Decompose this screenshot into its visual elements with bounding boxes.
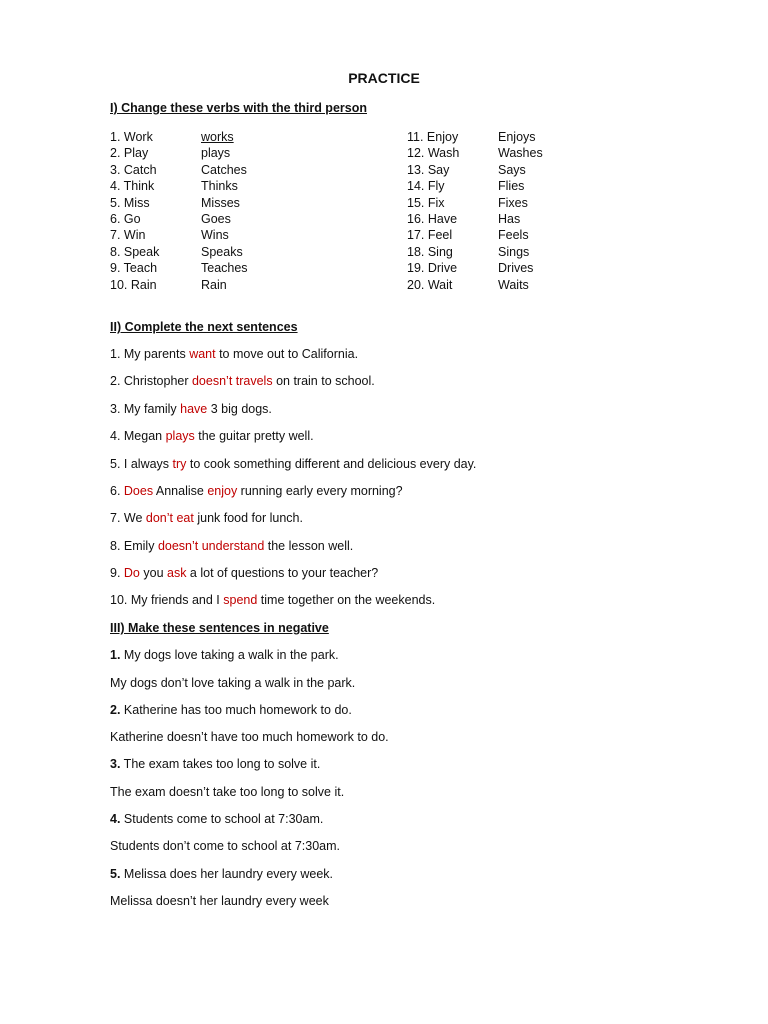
sentence-text: 4. Megan xyxy=(110,429,166,443)
sentence-2 xyxy=(110,374,375,388)
verb-item: 7. Win xyxy=(110,228,146,243)
verb-item: 15. Fix xyxy=(407,195,445,210)
verb-item: 6. Go xyxy=(110,211,141,226)
verb-item: 13. Say xyxy=(407,162,450,177)
answer-text: try xyxy=(172,457,187,471)
section2-heading: II) Complete the next sentences xyxy=(110,320,298,334)
verb-item: 4. Think xyxy=(110,179,155,194)
sentence-text: 1. My parents xyxy=(110,347,190,361)
answer-text: ask xyxy=(167,566,187,580)
sentence-3 xyxy=(110,402,272,416)
sentence-text: 8. Emily xyxy=(110,539,158,553)
sentence-text: you xyxy=(139,566,167,580)
sentence-text: 10. My friends and I xyxy=(110,593,224,607)
verb-answer: Sings xyxy=(498,244,530,259)
verb-answer: Wins xyxy=(201,228,229,243)
section1-heading: I) Change these verbs with the third person xyxy=(110,101,367,115)
sentence-text: the guitar pretty well. xyxy=(194,429,314,443)
negative-prompt-5 xyxy=(110,867,333,881)
verb-item: 10. Rain xyxy=(110,277,157,292)
verb-answer: Misses xyxy=(201,195,240,210)
negative-prompt-1 xyxy=(110,648,339,662)
verb-answer: Says xyxy=(498,162,526,177)
item-number: 2. xyxy=(110,703,121,717)
page-title: PRACTICE xyxy=(348,70,420,86)
verb-item: 16. Have xyxy=(407,211,458,226)
verb-answer: plays xyxy=(201,146,231,161)
sentence-text: time together on the weekends. xyxy=(257,593,436,607)
answer-text: enjoy xyxy=(207,484,238,498)
verb-item: 1. Work xyxy=(110,130,153,144)
section1-left-verbs xyxy=(110,129,159,293)
verb-item: 11. Enjoy xyxy=(407,130,459,144)
answer-text: want xyxy=(189,347,216,361)
verb-answer: Rain xyxy=(201,277,227,292)
verb-answer: works xyxy=(201,130,234,144)
negative-answer-4: Students don’t come to school at 7:30am. xyxy=(110,839,340,853)
section1-right-answers xyxy=(498,129,543,293)
sentence-9 xyxy=(110,566,378,580)
sentence-text: 6. xyxy=(110,484,124,498)
sentence-text: 3 big dogs. xyxy=(207,402,272,416)
verb-answer: Fixes xyxy=(498,195,528,210)
item-number: 5. xyxy=(110,867,121,881)
prompt-text: Students come to school at 7:30am. xyxy=(120,812,324,826)
verb-item: 12. Wash xyxy=(407,146,460,161)
negative-answer-1: My dogs don’t love taking a walk in the park. xyxy=(110,676,356,690)
sentence-text: 7. We xyxy=(110,511,146,525)
sentence-4 xyxy=(110,429,314,443)
negative-prompt-3 xyxy=(110,757,320,771)
sentence-6 xyxy=(110,484,403,498)
sentence-1 xyxy=(110,347,358,361)
sentence-text: Annalise xyxy=(153,484,208,498)
verb-answer: Teaches xyxy=(201,261,248,276)
verb-item: 5. Miss xyxy=(110,195,150,210)
verb-answer: Enjoys xyxy=(498,130,536,144)
verb-answer: Drives xyxy=(498,261,534,276)
answer-text: plays xyxy=(165,429,195,443)
answer-text: spend xyxy=(223,593,258,607)
verb-answer: Feels xyxy=(498,228,529,243)
verb-answer: Waits xyxy=(498,277,529,292)
sentence-5 xyxy=(110,457,476,471)
sentence-7 xyxy=(110,511,303,525)
section3-heading: III) Make these sentences in negative xyxy=(110,621,329,635)
sentence-text: a lot of questions to your teacher? xyxy=(186,566,379,580)
verb-item: 20. Wait xyxy=(407,277,453,292)
sentence-text: 3. My family xyxy=(110,402,181,416)
item-number: 4. xyxy=(110,812,121,826)
answer-text: Do xyxy=(123,566,140,580)
answer-text: doesn’t understand xyxy=(157,539,265,553)
sentence-text: to move out to California. xyxy=(215,347,359,361)
answer-text: doesn’t travels xyxy=(191,374,273,388)
negative-prompt-2 xyxy=(110,703,352,717)
prompt-text: The exam takes too long to solve it. xyxy=(120,757,321,771)
verb-answer: Washes xyxy=(498,146,543,161)
verb-item: 17. Feel xyxy=(407,228,453,243)
section1-right-verbs xyxy=(407,129,459,293)
prompt-text: Melissa does her laundry every week. xyxy=(120,867,334,881)
negative-answer-2: Katherine doesn’t have too much homework to do. xyxy=(110,730,389,744)
verb-answer: Flies xyxy=(498,179,525,194)
sentence-text: 9. xyxy=(110,566,124,580)
verb-item: 3. Catch xyxy=(110,162,157,177)
item-number: 3. xyxy=(110,757,121,771)
verb-answer: Thinks xyxy=(201,179,238,194)
verb-item: 14. Fly xyxy=(407,179,445,194)
verb-item: 8. Speak xyxy=(110,244,160,259)
prompt-text: Katherine has too much homework to do. xyxy=(120,703,352,717)
verb-item: 9. Teach xyxy=(110,261,158,276)
verb-answer: Speaks xyxy=(201,244,243,259)
sentence-text: the lesson well. xyxy=(264,539,354,553)
prompt-text: My dogs love taking a walk in the park. xyxy=(120,648,339,662)
sentence-text: running early every morning? xyxy=(237,484,403,498)
verb-item: 18. Sing xyxy=(407,244,453,259)
sentence-text: 2. Christopher xyxy=(110,374,192,388)
verb-answer: Has xyxy=(498,211,521,226)
negative-answer-5: Melissa doesn’t her laundry every week xyxy=(110,894,329,908)
sentence-text: on train to school. xyxy=(272,374,375,388)
verb-answer: Goes xyxy=(201,211,231,226)
answer-text: have xyxy=(180,402,208,416)
sentence-8 xyxy=(110,539,353,553)
negative-answer-3: The exam doesn’t take too long to solve it. xyxy=(110,785,345,799)
answer-text: don’t eat xyxy=(145,511,194,525)
sentence-text: to cook something different and delicious every day. xyxy=(186,457,477,471)
answer-text: Does xyxy=(123,484,154,498)
sentence-text: 5. I always xyxy=(110,457,173,471)
verb-item: 19. Drive xyxy=(407,261,458,276)
verb-item: 2. Play xyxy=(110,146,149,161)
negative-prompt-4 xyxy=(110,812,323,826)
section1-left-answers xyxy=(201,129,248,293)
sentence-10 xyxy=(110,593,435,607)
item-number: 1. xyxy=(110,648,121,662)
verb-answer: Catches xyxy=(201,162,247,177)
sentence-text: junk food for lunch. xyxy=(193,511,303,525)
